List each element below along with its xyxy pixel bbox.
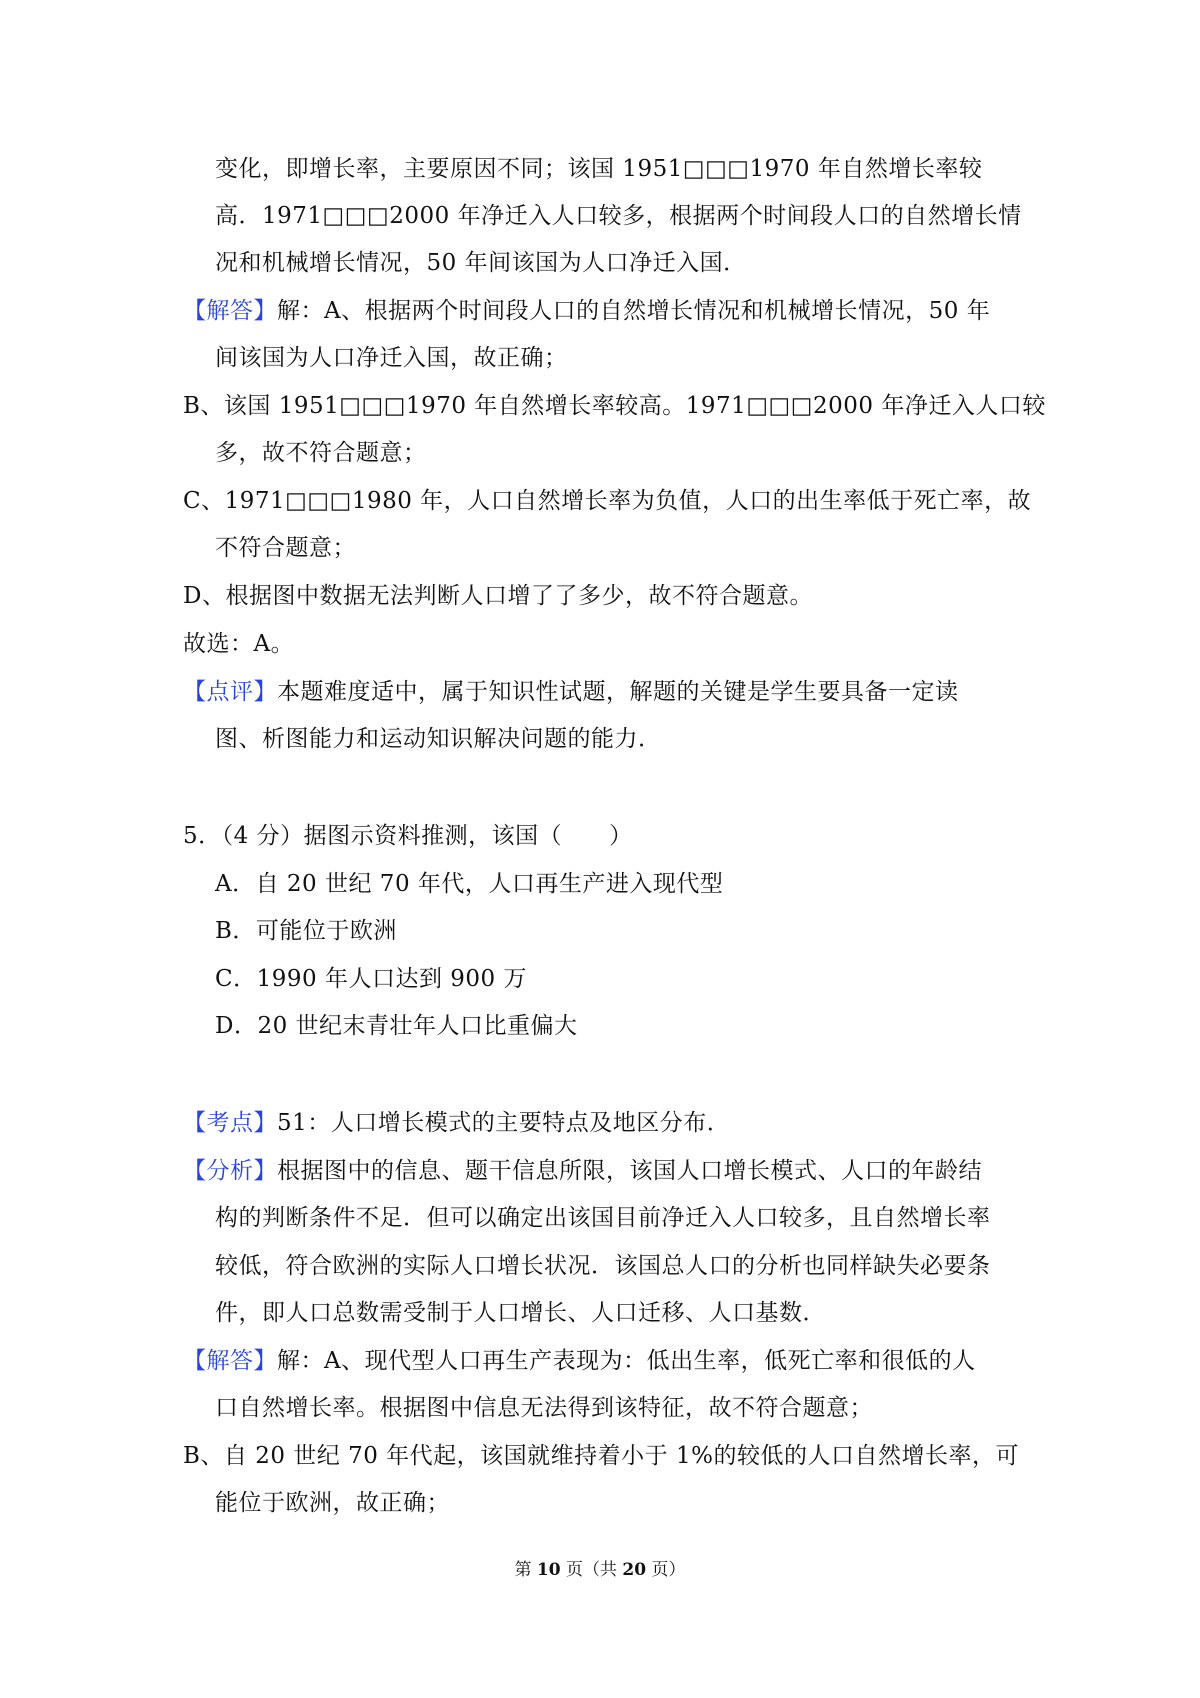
analysis-line: 变化，即增长率，主要原因不同；该国 1951□□□1970 年自然增长率较	[215, 156, 983, 182]
analysis-tag: 【分析】	[183, 1158, 277, 1184]
answer-line: 口自然增长率。根据图中信息无法得到该特征，故不符合题意；	[215, 1395, 873, 1421]
analysis-line: 件，即人口总数需受制于人口增长、人口迁移、人口基数．	[215, 1300, 826, 1326]
kaodian-text: 51：人口增长模式的主要特点及地区分布．	[277, 1110, 731, 1136]
option-c-line: C、1971□□□1980 年，人口自然增长率为负值，人口的出生率低于死亡率，故	[183, 488, 1032, 514]
question-stem: 5．（4 分）据图示资料推测，该国（ ）	[183, 823, 633, 849]
answer-text: 解：A、根据两个时间段人口的自然增长情况和机械增长情况，50 年	[277, 298, 991, 324]
answer-line	[183, 1346, 976, 1376]
kaodian-tag: 【考点】	[183, 1110, 277, 1136]
analysis-line	[183, 1156, 982, 1186]
option-c-line: 不符合题意；	[215, 535, 356, 561]
selection-line: 故选：A。	[183, 631, 295, 657]
answer-line: 间该国为人口净迁入国，故正确；	[215, 345, 568, 371]
answer-tag: 【解答】	[183, 1348, 277, 1374]
question-option: D．20 世纪末青壮年人口比重偏大	[215, 1013, 578, 1039]
page-footer	[0, 1558, 1200, 1582]
analysis-text: 根据图中的信息、题干信息所限，该国人口增长模式、人口的年龄结	[277, 1158, 982, 1184]
option-b-line: 多，故不符合题意；	[215, 440, 427, 466]
footer-suffix: 页）	[646, 1560, 686, 1580]
footer-total-pages: 20	[622, 1560, 647, 1580]
answer-tag: 【解答】	[183, 298, 277, 324]
option-b-line: 能位于欧洲，故正确；	[215, 1490, 450, 1516]
analysis-line: 高．1971□□□2000 年净迁入人口较多，根据两个时间段人口的自然增长情	[215, 203, 1022, 229]
footer-middle: 页（共	[560, 1560, 623, 1580]
analysis-line: 构的判断条件不足．但可以确定出该国目前净迁入人口较多，且自然增长率	[215, 1205, 991, 1231]
question-option: C．1990 年人口达到 900 万	[215, 966, 527, 992]
comment-tag: 【点评】	[183, 679, 277, 705]
kaodian-line	[183, 1108, 730, 1138]
question-option: B．可能位于欧洲	[215, 918, 397, 944]
option-b-line: B、自 20 世纪 70 年代起，该国就维持着小于 1%的较低的人口自然增长率，可	[183, 1443, 1019, 1469]
footer-page-number: 10	[536, 1560, 561, 1580]
analysis-line: 较低，符合欧洲的实际人口增长状况．该国总人口的分析也同样缺失必要条	[215, 1253, 991, 1279]
comment-line: 图、析图能力和运动知识解决问题的能力．	[215, 726, 662, 752]
analysis-line: 况和机械增长情况，50 年间该国为人口净迁入国．	[215, 250, 747, 276]
comment-text: 本题难度适中，属于知识性试题，解题的关键是学生要具备一定读	[277, 679, 959, 705]
question-option: A．自 20 世纪 70 年代，人口再生产进入现代型	[215, 871, 724, 897]
comment-line	[183, 677, 959, 707]
answer-line	[183, 296, 990, 326]
option-d-line: D、根据图中数据无法判断人口增了了多少，故不符合题意。	[183, 583, 813, 609]
answer-text: 解：A、现代型人口再生产表现为：低出生率，低死亡率和很低的人	[277, 1348, 976, 1374]
footer-prefix: 第	[514, 1560, 537, 1580]
option-b-line: B、该国 1951□□□1970 年自然增长率较高。1971□□□2000 年净迁入人口较	[183, 393, 1046, 419]
